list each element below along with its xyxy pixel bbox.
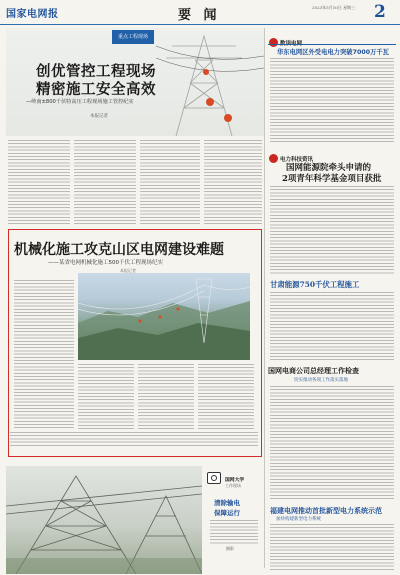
tower-lattice-illustration [6, 466, 202, 574]
featured-story-title: 机械化施工攻克山区电网建设难题 [14, 242, 224, 258]
right-column-rule [268, 44, 396, 45]
right-headline-1: 华东电网区外受电电力突破7000万千瓦 [277, 49, 389, 56]
page-number: 2 [374, 2, 386, 22]
top-story-subtitle: —岭南±800千伏特高压工程现场施工管控纪实 [26, 99, 134, 105]
right-headline-4: 国网电商公司总经理工作检查 [268, 366, 359, 375]
featured-story-byline: 本报记者 [120, 268, 136, 273]
top-story-byline: 本报记者 [90, 114, 108, 119]
article-text-column [270, 386, 394, 500]
article-text-column [270, 524, 394, 570]
power-line-scene-illustration [78, 273, 250, 360]
right-headline-4-sub: 切实推动各项工作落实落地 [294, 378, 348, 383]
article-text-column [210, 520, 258, 544]
transmission-tower-photo [6, 466, 202, 574]
feature-tag-sub: 工作现场 [225, 483, 241, 488]
right-headline-5: 福建电网推动首批新型电力系统示范 [270, 506, 382, 515]
column-divider [264, 28, 265, 568]
section-title: 要 闻 [178, 8, 221, 23]
right-headline-2-line2: 2项青年科学基金项目获批 [282, 174, 382, 184]
right-headline-3: 甘肃能源750千伏工程施工 [270, 280, 360, 289]
feature-headline-line2: 保障运行 [214, 509, 240, 517]
photo-credit: 摄影 [226, 546, 234, 551]
featured-story-subtitle: ——某省电网机械化施工500千伏工程现场纪实 [48, 260, 163, 266]
top-story-title-line2: 精密施工安全高效 [36, 81, 156, 98]
article-text-column [198, 364, 254, 430]
feature-tag: 国网大学 [225, 478, 245, 483]
right-column-tag [269, 32, 302, 43]
tag-dot-icon [269, 38, 278, 47]
right-headline-5-sub: 加快构建新型电力系统 [276, 517, 321, 522]
article-text-column [140, 140, 200, 226]
article-text-column [270, 186, 394, 274]
right-headline-2-line1: 国网能源院牵头申请的 [286, 163, 372, 173]
article-text-column [270, 292, 394, 362]
article-text-column [138, 364, 194, 430]
feature-headline-line1: 清除输电 [214, 499, 240, 507]
camera-icon [207, 472, 221, 484]
series-tag: 重点工程现场 [112, 30, 154, 44]
right-column-tag: 电力科技资讯 [269, 148, 313, 159]
article-text-column [8, 140, 70, 226]
article-text-column [10, 432, 258, 446]
dateline: 2023年5月10日 星期三 [312, 5, 356, 10]
article-text-column [14, 280, 74, 428]
article-text-column [74, 140, 136, 226]
tag-dot-icon [269, 154, 278, 163]
mountain-power-line-photo [78, 273, 250, 360]
article-text-column [270, 58, 394, 144]
top-story-title-line1: 创优管控工程现场 [36, 63, 156, 80]
article-text-column [78, 364, 134, 430]
masthead: 国家电网报 [6, 9, 59, 20]
article-text-column [204, 140, 262, 226]
